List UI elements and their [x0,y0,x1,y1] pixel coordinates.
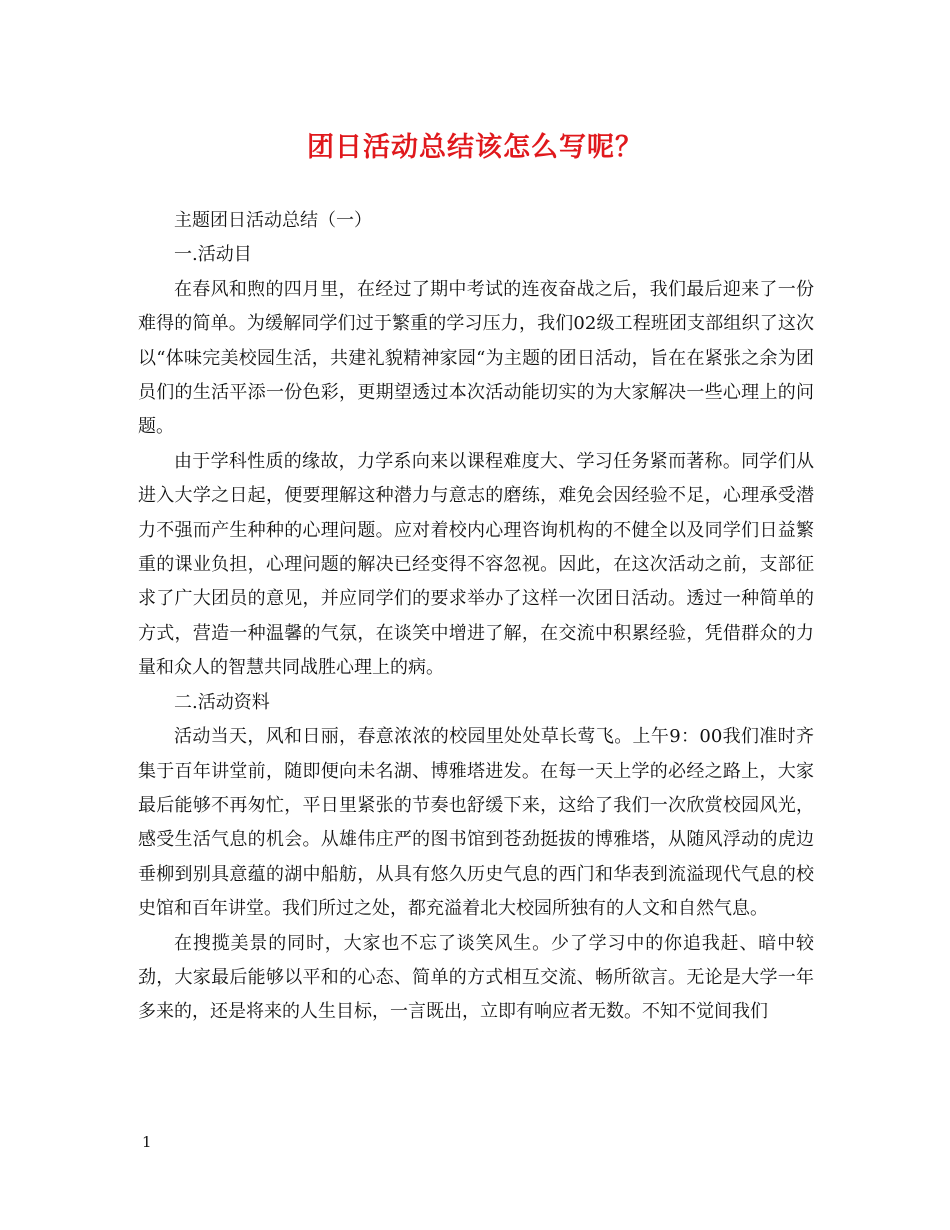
document-title: 团日活动总结该怎么写呢？ [307,132,643,163]
body-paragraph: 在搜揽美景的同时，大家也不忘了谈笑风生。少了学习中的你追我赶、暗中较劲，大家最后能够以平和的心态、简单的方式相互交流、畅所欲言。无论是大学一年多来的，还是将来的人生目标，一言既出，立即有响应者无数。不知不觉间我们 [138,932,814,1023]
section-heading-theme: 主题团日活动总结（一） [174,210,372,231]
body-paragraph: 在春风和煦的四月里，在经过了期中考试的连夜奋战之后，我们最后迎来了一份难得的简单。为缓解同学们过于繁重的学习压力，我们02级工程班团支部组织了这次以“体味完美校园生活，共建礼貌精神家园“为主题的团日活动，旨在在紧张之余为团员们的生活平添一份色彩，更期望透过本次活动能切实的为大家解决一些心理上的问题。 [138,278,814,438]
body-paragraph: 由于学科性质的缘故，力学系向来以课程难度大、学习任务紧而著称。同学们从进入大学之日起，便要理解这种潜力与意志的磨练，难免会因经验不足，心理承受潜力不强而产生种种的心理问题。应对着校内心理咨询机构的不健全以及同学们日益繁重的课业负担，心理问题的解决已经变得不容忽视。因此，在这次活动之前，支部征求了广大团员的意见，并应同学们的要求举办了这样一次团日活动。透过一种简单的方式，营造一种温馨的气氛，在谈笑中增进了解，在交流中积累经验，凭借群众的力量和众人的智慧共同战胜心理上的病。 [138,450,814,679]
page-number: 1 [142,1133,152,1151]
section-heading-purpose: 一.活动目 [174,244,252,266]
section-heading-materials: 二.活动资料 [174,691,270,713]
document-body [138,204,814,1030]
body-paragraph: 活动当天，风和日丽，春意浓浓的校园里处处草长莺飞。上午9：00我们准时齐集于百年讲堂前，随即便向未名湖、博雅塔进发。在每一天上学的必经之路上，大家最后能够不再匆忙，平日里紧张的节奏也舒缓下来，这给了我们一次欣赏校园风光，感受生活气息的机会。从雄伟庄严的图书馆到苍劲挺拔的博雅塔，从随风浮动的虎边垂柳到别具意蕴的湖中船舫，从具有悠久历史气息的西门和华表到流溢现代气息的校史馆和百年讲堂。我们所过之处，都充溢着北大校园所独有的人文和自然气息。 [138,726,814,920]
